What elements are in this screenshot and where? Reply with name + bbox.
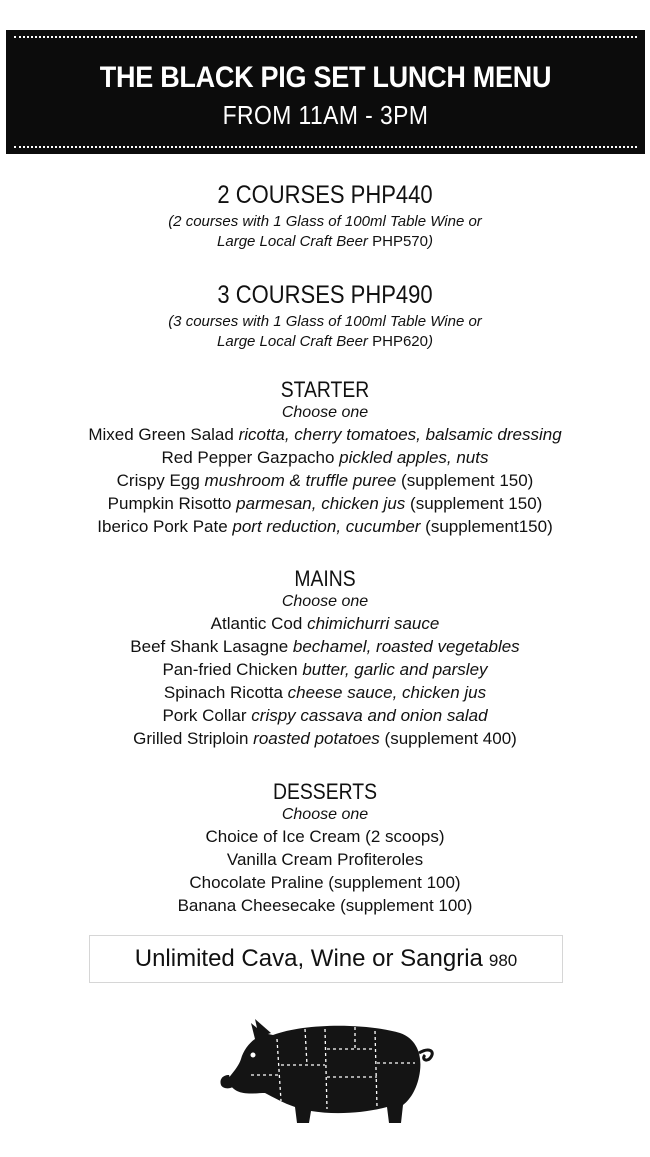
item-supplement: (2 scoops) xyxy=(365,827,445,846)
menu-header xyxy=(6,30,645,154)
item-name: Beef Shank Lasagne xyxy=(130,637,293,656)
choose-one-label: Choose one xyxy=(281,593,369,610)
item-name: Vanilla Cream Profiteroles xyxy=(226,850,424,869)
choose-one-label: Choose one xyxy=(281,806,369,823)
course-title: 2 COURSES PHP440 xyxy=(217,181,433,209)
menu-title: THE BLACK PIG SET LUNCH MENU xyxy=(99,61,552,94)
header-dotted-border-bottom xyxy=(14,146,637,148)
item-name: Choice of Ice Cream xyxy=(205,827,366,846)
starter-section xyxy=(0,377,650,538)
item-description: chimichurri sauce xyxy=(307,614,440,633)
item-description: bechamel, roasted vegetables xyxy=(292,637,520,656)
item-description: mushroom & truffle puree xyxy=(204,471,402,490)
course-note-text: Large Local Craft Beer xyxy=(217,333,373,350)
mains-section xyxy=(0,566,650,750)
item-name: Grilled Striploin xyxy=(133,729,254,748)
menu-item xyxy=(0,658,650,681)
item-description: port reduction, cucumber xyxy=(232,517,426,536)
item-name: Pan-fried Chicken xyxy=(162,660,303,679)
item-description: parmesan, chicken jus xyxy=(236,494,411,513)
menu-item xyxy=(0,825,650,848)
course-title: 3 COURSES PHP490 xyxy=(217,281,433,309)
item-name: Banana Cheesecake xyxy=(177,896,341,915)
course-wine-price: PHP570 xyxy=(372,233,428,250)
course-option-3 xyxy=(0,280,650,352)
menu-item xyxy=(0,727,650,750)
menu-item xyxy=(0,446,650,469)
menu-item xyxy=(0,871,650,894)
item-name: Pork Collar xyxy=(162,706,252,725)
item-name: Crispy Egg xyxy=(116,471,205,490)
item-description: crispy cassava and onion salad xyxy=(251,706,488,725)
choose-one-label: Choose one xyxy=(281,404,369,421)
item-supplement: (supplement 100) xyxy=(340,896,473,915)
course-note-line2 xyxy=(0,232,650,252)
menu-hours: FROM 11AM - 3PM xyxy=(222,100,429,130)
course-wine-price: PHP620 xyxy=(372,333,428,350)
course-note-line2 xyxy=(0,332,650,352)
menu-item xyxy=(0,469,650,492)
menu-item xyxy=(0,423,650,446)
item-description: roasted potatoes xyxy=(253,729,385,748)
desserts-section xyxy=(0,779,650,917)
unlimited-drinks-label: Unlimited Cava, Wine or Sangria xyxy=(134,945,483,972)
item-supplement: (supplement 100) xyxy=(328,873,461,892)
item-supplement: (supplement 150) xyxy=(410,494,543,513)
section-title: DESSERTS xyxy=(272,779,378,804)
menu-item xyxy=(0,894,650,917)
unlimited-drinks-price: 980 xyxy=(488,951,518,970)
menu-item xyxy=(0,681,650,704)
menu-item xyxy=(0,612,650,635)
course-note-close: ) xyxy=(427,233,433,250)
unlimited-drinks-box xyxy=(89,935,563,983)
menu-item xyxy=(0,515,650,538)
item-name: Pumpkin Risotto xyxy=(107,494,237,513)
item-supplement: (supplement 400) xyxy=(384,729,517,748)
item-supplement: (supplement150) xyxy=(425,517,553,536)
item-name: Atlantic Cod xyxy=(210,614,308,633)
menu-item xyxy=(0,635,650,658)
item-description: ricotta, cherry tomatoes, balsamic dressing xyxy=(238,425,562,444)
section-title: STARTER xyxy=(280,377,370,402)
course-note-line1: (3 courses with 1 Glass of 100ml Table Wine or xyxy=(168,313,482,330)
item-description: cheese sauce, chicken jus xyxy=(287,683,487,702)
course-option-2 xyxy=(0,180,650,252)
course-note-line1: (2 courses with 1 Glass of 100ml Table Wine or xyxy=(168,213,482,230)
item-name: Mixed Green Salad xyxy=(88,425,239,444)
pig-cuts-icon xyxy=(215,1015,440,1130)
item-name: Red Pepper Gazpacho xyxy=(161,448,340,467)
course-note-close: ) xyxy=(427,333,433,350)
item-name: Spinach Ricotta xyxy=(163,683,288,702)
item-supplement: (supplement 150) xyxy=(401,471,534,490)
item-description: pickled apples, nuts xyxy=(339,448,489,467)
item-description: butter, garlic and parsley xyxy=(302,660,488,679)
course-note-text: Large Local Craft Beer xyxy=(217,233,373,250)
menu-item xyxy=(0,492,650,515)
menu-item xyxy=(0,704,650,727)
item-name: Chocolate Praline xyxy=(189,873,329,892)
item-name: Iberico Pork Pate xyxy=(97,517,233,536)
menu-item xyxy=(0,848,650,871)
section-title: MAINS xyxy=(294,566,356,591)
header-dotted-border-top xyxy=(14,36,637,38)
